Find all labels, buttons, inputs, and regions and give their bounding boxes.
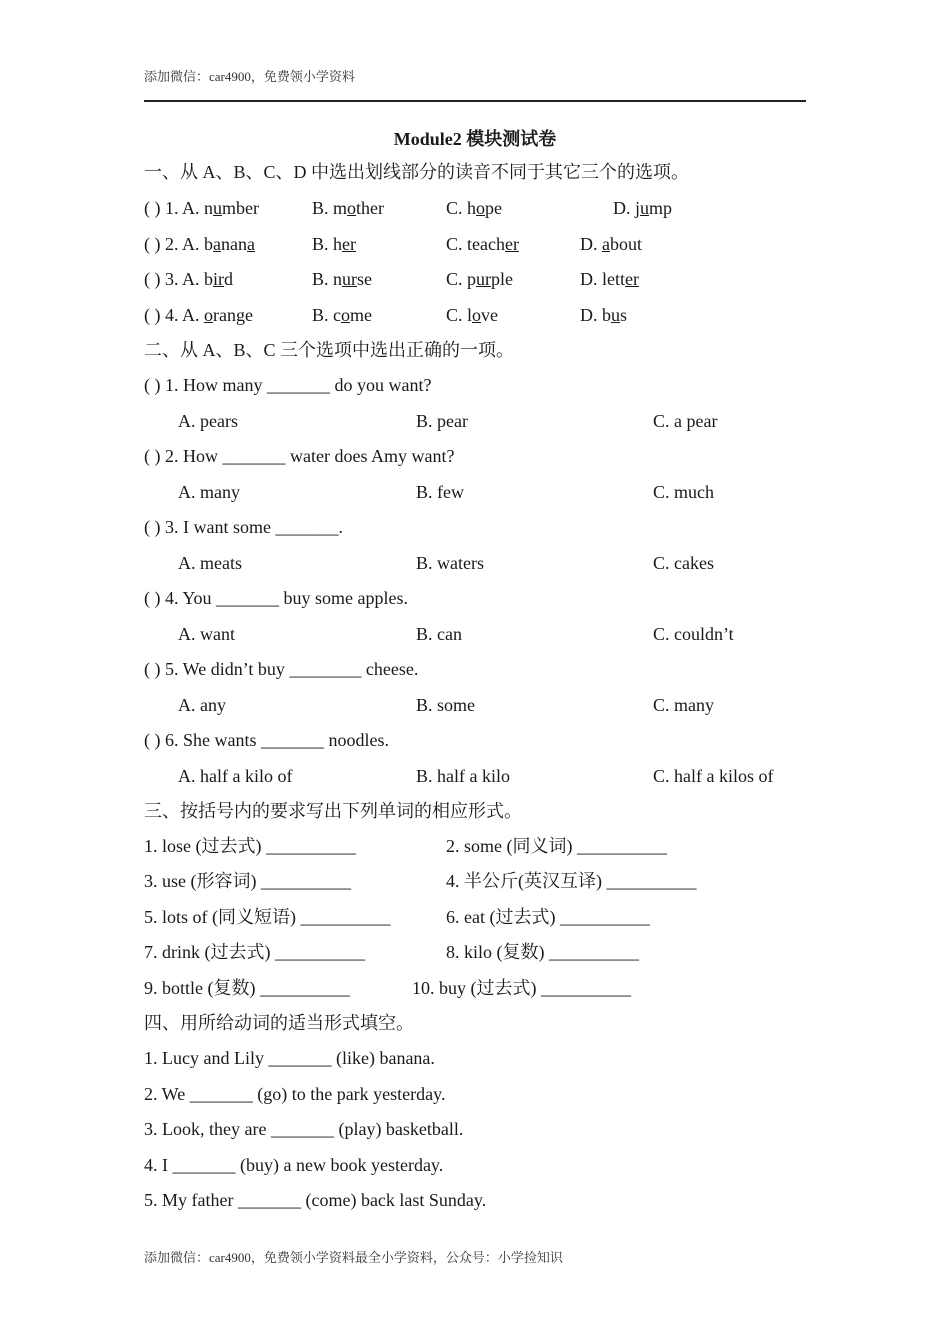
s1-question-3: ( ) 3. A. bird xyxy=(144,269,233,289)
s2-q6-option-b: B. half a kilo xyxy=(416,766,510,786)
s2-q4-option-a: A. want xyxy=(178,624,235,644)
s3-item-7: 7. drink (过去式) __________ xyxy=(144,942,365,962)
s2-q6-option-a: A. half a kilo of xyxy=(178,766,293,786)
page-header: 添加微信：car4900，免费领小学资料 xyxy=(144,69,355,84)
s2-question-5: ( ) 5. We didn’t buy ________ cheese. xyxy=(144,659,419,679)
s2-q6-option-c: C. half a kilos of xyxy=(653,766,774,786)
s1-q4-option-d: D. bus xyxy=(580,305,628,325)
s2-q4-option-c: C. couldn’t xyxy=(653,624,734,644)
s1-q3-option-c: C. purple xyxy=(446,269,514,289)
s2-q3-option-a: A. meats xyxy=(178,553,242,573)
section-2-heading: 二、从 A、B、C 三个选项中选出正确的一项。 xyxy=(144,340,515,360)
s2-q1-option-a: A. pears xyxy=(178,411,238,431)
s2-q5-option-c: C. many xyxy=(653,695,714,715)
s1-q2-option-c: C. teacher xyxy=(446,234,519,254)
section-3-heading: 三、按括号内的要求写出下列单词的相应形式。 xyxy=(144,801,522,821)
s2-q5-option-a: A. any xyxy=(178,695,226,715)
s2-q5-option-b: B. some xyxy=(416,695,476,715)
s2-question-2: ( ) 2. How _______ water does Amy want? xyxy=(144,446,455,466)
s2-question-4: ( ) 4. You _______ buy some apples. xyxy=(144,588,408,608)
s3-item-10: 10. buy (过去式) __________ xyxy=(412,978,631,998)
s3-item-1: 1. lose (过去式) __________ xyxy=(144,836,356,856)
s2-q3-option-c: C. cakes xyxy=(653,553,714,573)
s2-q4-option-b: B. can xyxy=(416,624,462,644)
s2-q2-option-a: A. many xyxy=(178,482,240,502)
s1-q4-option-c: C. love xyxy=(446,305,499,325)
s1-q3-option-b: B. nurse xyxy=(312,269,373,289)
header-rule xyxy=(144,100,806,102)
s3-item-6: 6. eat (过去式) __________ xyxy=(446,907,650,927)
s1-q3-option-d: D. letter xyxy=(580,269,639,289)
s1-question-4: ( ) 4. A. orange xyxy=(144,305,253,325)
s1-question-2: ( ) 2. A. banana xyxy=(144,234,255,254)
s4-item-4: 4. I _______ (buy) a new book yesterday. xyxy=(144,1155,444,1175)
s2-question-1: ( ) 1. How many _______ do you want? xyxy=(144,375,432,395)
s2-q2-option-c: C. much xyxy=(653,482,714,502)
s1-q1-option-b: B. mother xyxy=(312,198,384,218)
s4-item-2: 2. We _______ (go) to the park yesterday. xyxy=(144,1084,446,1104)
s2-question-6: ( ) 6. She wants _______ noodles. xyxy=(144,730,389,750)
s3-item-9: 9. bottle (复数) __________ xyxy=(144,978,350,998)
s2-q3-option-b: B. waters xyxy=(416,553,484,573)
s4-item-1: 1. Lucy and Lily _______ (like) banana. xyxy=(144,1048,435,1068)
s3-item-3: 3. use (形容词) __________ xyxy=(144,871,351,891)
s1-q1-option-d: D. jump xyxy=(613,198,673,218)
s3-item-4: 4. 半公斤(英汉互译) __________ xyxy=(446,871,697,891)
s1-q2-option-d: D. about xyxy=(580,234,643,254)
s1-q2-option-b: B. her xyxy=(312,234,356,254)
s2-q2-option-b: B. few xyxy=(416,482,464,502)
page-title: Module2 模块测试卷 xyxy=(393,129,557,149)
s1-question-1: ( ) 1. A. number xyxy=(144,198,259,218)
s4-item-3: 3. Look, they are _______ (play) basketball. xyxy=(144,1119,464,1139)
s2-q1-option-c: C. a pear xyxy=(653,411,718,431)
s4-item-5: 5. My father _______ (come) back last Sunday. xyxy=(144,1190,487,1210)
s3-item-8: 8. kilo (复数) __________ xyxy=(446,942,639,962)
s3-item-5: 5. lots of (同义短语) __________ xyxy=(144,907,391,927)
s3-item-2: 2. some (同义词) __________ xyxy=(446,836,667,856)
page-footer: 添加微信：car4900，免费领小学资料最全小学资料，公众号：小学捡知识 xyxy=(144,1250,563,1265)
s1-q1-option-c: C. hope xyxy=(446,198,503,218)
s2-question-3: ( ) 3. I want some _______. xyxy=(144,517,343,537)
section-4-heading: 四、用所给动词的适当形式填空。 xyxy=(144,1013,414,1033)
s2-q1-option-b: B. pear xyxy=(416,411,468,431)
s1-q4-option-b: B. come xyxy=(312,305,372,325)
section-1-heading: 一、从 A、B、C、D 中选出划线部分的读音不同于其它三个的选项。 xyxy=(144,162,690,182)
